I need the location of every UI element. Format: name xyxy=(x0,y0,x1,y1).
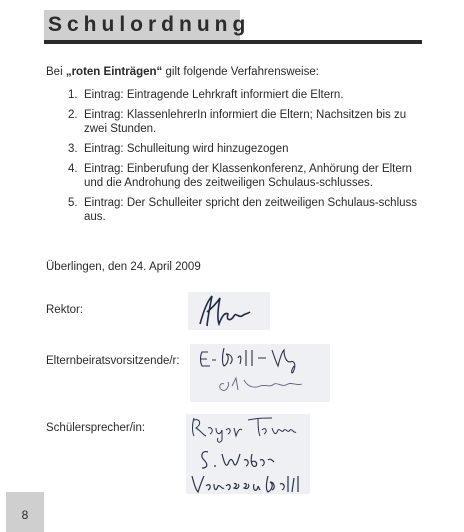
rule-text: Eintrag: KlassenlehrerIn informiert die Eltern; Nachsitzen bis zu zwei Stunden. xyxy=(84,109,407,135)
rule-text: Eintrag: Der Schulleiter spricht den zeitweiligen Schulaus-schluss aus. xyxy=(84,197,418,223)
eltern-signature xyxy=(196,344,326,402)
rule-number: 3. xyxy=(68,143,78,155)
rule-text: Eintrag: Einberufung der Klassenkonferenz, Anhörung der Eltern und die Androhung des zeitweiligen Schulaus-schlusses. xyxy=(84,163,412,189)
rektor-label: Rektor: xyxy=(46,304,84,316)
rektor-signature xyxy=(192,292,268,330)
rule-number: 2. xyxy=(68,109,78,121)
list-item xyxy=(68,196,418,224)
rule-number: 5. xyxy=(68,197,78,209)
list-item xyxy=(68,142,418,156)
list-item xyxy=(68,162,418,190)
rule-text: Eintrag: Schulleitung wird hinzugezogen xyxy=(84,143,289,155)
rule-text: Eintrag: Eintragende Lehrkraft informiert die Eltern. xyxy=(84,89,344,101)
intro-after: gilt folgende Verfahrensweise: xyxy=(162,66,319,78)
page-number: 8 xyxy=(21,508,29,522)
list-item xyxy=(68,108,418,136)
list-item xyxy=(68,88,418,102)
rules-list xyxy=(68,88,418,230)
intro-text xyxy=(46,66,319,78)
schueler-signature xyxy=(188,414,318,498)
schueler-label: Schülersprecher/in: xyxy=(46,422,146,434)
title-rule xyxy=(44,40,422,44)
eltern-label: Elternbeiratsvorsitzende/r: xyxy=(46,355,180,367)
intro-emphasis: „roten Einträgen“ xyxy=(65,66,163,78)
rule-number: 1. xyxy=(68,89,78,101)
intro-before: Bei xyxy=(46,66,66,78)
page-title: Schulordnung xyxy=(48,13,251,36)
date-line: Überlingen, den 24. April 2009 xyxy=(46,261,201,273)
rule-number: 4. xyxy=(68,163,78,175)
